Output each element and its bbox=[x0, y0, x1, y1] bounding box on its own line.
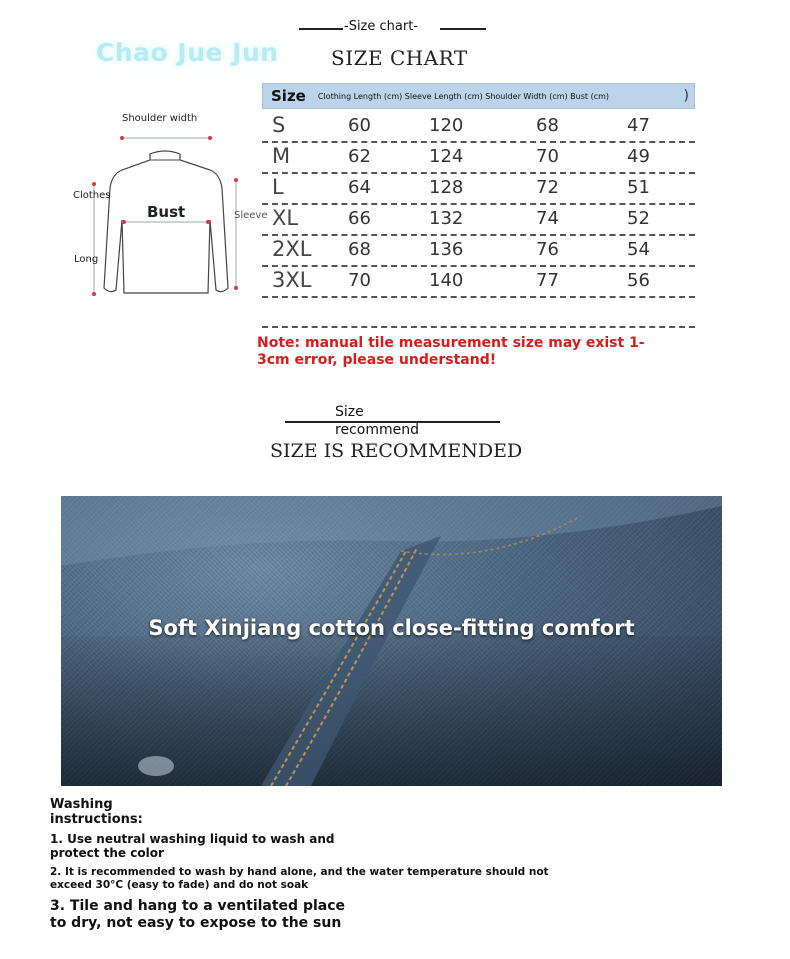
cell-bust: 49 bbox=[627, 146, 650, 167]
size-chart-heading: SIZE CHART bbox=[331, 46, 468, 70]
cell-sleeve: 132 bbox=[429, 208, 464, 229]
table-row bbox=[262, 174, 695, 205]
table-row bbox=[262, 143, 695, 174]
cell-size: S bbox=[272, 113, 286, 137]
table-row bbox=[262, 236, 695, 267]
cell-size: XL bbox=[272, 206, 299, 230]
cell-shoulder: 72 bbox=[536, 177, 559, 198]
cell-bust: 47 bbox=[627, 115, 650, 136]
brand-logo: Chao Jue Jun bbox=[96, 38, 279, 67]
recommend-heading-small-2: recommend bbox=[335, 422, 419, 438]
table-row bbox=[262, 112, 695, 143]
table-bottom-rule bbox=[262, 326, 695, 328]
long-label: Long bbox=[74, 254, 99, 265]
cell-shoulder: 70 bbox=[536, 146, 559, 167]
cell-bust: 54 bbox=[627, 239, 650, 260]
washing-title: Washing instructions: bbox=[50, 797, 143, 827]
cell-sleeve: 128 bbox=[429, 177, 464, 198]
cell-length: 66 bbox=[348, 208, 371, 229]
sleeve-label: Sleeve bbox=[234, 210, 268, 221]
size-chart-rule-left bbox=[299, 28, 343, 30]
cell-size: M bbox=[272, 144, 291, 168]
bust-label: Bust bbox=[147, 203, 186, 221]
header-paren: ) bbox=[683, 88, 689, 104]
cell-bust: 52 bbox=[627, 208, 650, 229]
cell-length: 60 bbox=[348, 115, 371, 136]
cell-length: 62 bbox=[348, 146, 371, 167]
fabric-caption: Soft Xinjiang cotton close-fitting comfort bbox=[148, 616, 635, 640]
denim-fabric-photo bbox=[61, 496, 722, 786]
cell-sleeve: 136 bbox=[429, 239, 464, 260]
cell-shoulder: 77 bbox=[536, 270, 559, 291]
cell-shoulder: 74 bbox=[536, 208, 559, 229]
table-row bbox=[262, 267, 695, 298]
header-columns: Clothing Length (cm) Sleeve Length (cm) Shoulder Width (cm) Bust (cm) bbox=[317, 91, 610, 101]
denim-seam-icon bbox=[61, 496, 722, 786]
cell-bust: 51 bbox=[627, 177, 650, 198]
cell-length: 70 bbox=[348, 270, 371, 291]
cell-sleeve: 124 bbox=[429, 146, 464, 167]
size-chart-rule-right bbox=[440, 28, 486, 30]
size-chart-heading-small: -Size chart- bbox=[344, 19, 418, 34]
washing-item-3: 3. Tile and hang to a ventilated place to dry, not easy to expose to the sun bbox=[50, 898, 346, 931]
cell-shoulder: 76 bbox=[536, 239, 559, 260]
size-table bbox=[262, 112, 695, 298]
cell-size: L bbox=[272, 175, 284, 199]
header-size: Size bbox=[271, 87, 306, 105]
cell-sleeve: 140 bbox=[429, 270, 464, 291]
cell-size: 3XL bbox=[272, 268, 312, 292]
measurement-note: Note: manual tile measurement size may exist 1-3cm error, please understand! bbox=[257, 335, 645, 368]
recommend-heading-small-1: Size bbox=[335, 404, 367, 421]
size-table-header bbox=[262, 83, 695, 109]
clothes-label: Clothes bbox=[73, 190, 111, 201]
cell-sleeve: 120 bbox=[429, 115, 464, 136]
cell-size: 2XL bbox=[272, 237, 312, 261]
recommend-heading: SIZE IS RECOMMENDED bbox=[270, 440, 523, 462]
cell-length: 68 bbox=[348, 239, 371, 260]
washing-item-1: 1. Use neutral washing liquid to wash and protect the color bbox=[50, 832, 335, 860]
shoulder-width-label: Shoulder width bbox=[122, 113, 198, 124]
cell-length: 64 bbox=[348, 177, 371, 198]
washing-item-2: 2. It is recommended to wash by hand alone, and the water temperature should not exceed 30°C (easy to fade) and do not soak bbox=[50, 866, 549, 891]
cell-bust: 56 bbox=[627, 270, 650, 291]
cell-shoulder: 68 bbox=[536, 115, 559, 136]
table-row bbox=[262, 205, 695, 236]
